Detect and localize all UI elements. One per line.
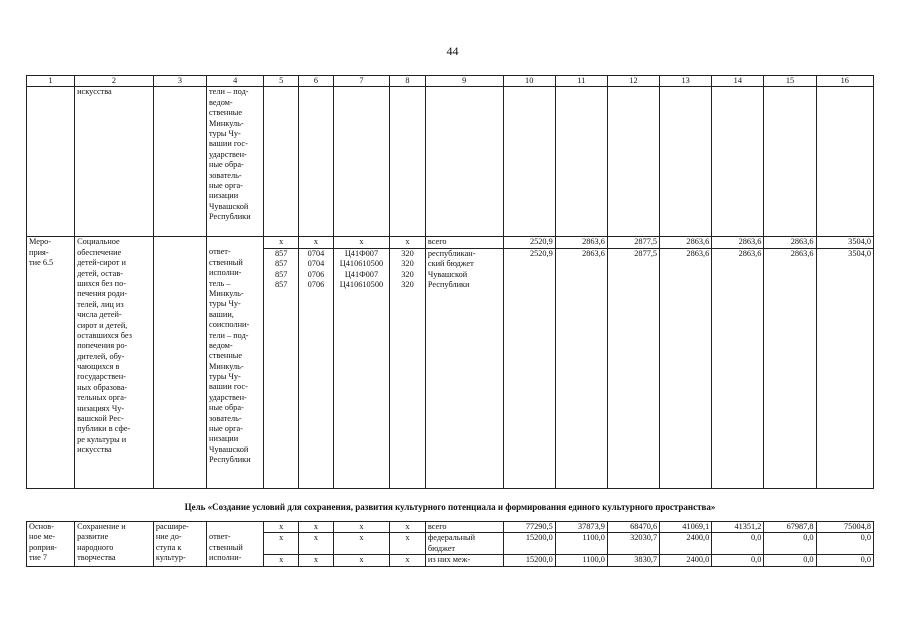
code-cell: х — [299, 533, 334, 555]
text-line: творчества — [77, 553, 116, 563]
value-cell: 2400,0 — [660, 533, 712, 555]
code-value: 0706 — [307, 279, 325, 289]
text-line: Сохранение и — [77, 522, 126, 531]
text-line: Республики — [209, 455, 251, 465]
text-line: тие 7 — [29, 553, 47, 563]
text-line — [209, 522, 261, 532]
code-col-7 — [333, 248, 389, 488]
text-line: печения роди- — [77, 289, 128, 299]
value-cell: 0,0 — [764, 555, 816, 566]
code-cell: х — [333, 533, 389, 555]
text-line: ные орга- — [209, 180, 243, 190]
value-cell: 2863,6 — [555, 248, 607, 488]
code-cell: х — [264, 522, 299, 533]
measure-name-cell — [75, 237, 154, 488]
text-line: зователь- — [209, 170, 242, 180]
cell-name-cont — [75, 87, 154, 237]
text-line: расшире- — [155, 522, 189, 531]
executor-cell — [207, 522, 264, 567]
text-line: тели – под- — [209, 330, 249, 340]
text-line: вашии, — [209, 309, 234, 319]
text-line: ственные — [209, 108, 243, 118]
code-value: Ц410610500 — [339, 259, 384, 269]
text-line: ударствен- — [209, 392, 247, 402]
text-line: тельных орга- — [77, 393, 127, 403]
text-line: тие 6.5 — [29, 258, 54, 268]
value-cell: 0,0 — [816, 533, 873, 555]
text-line: ственный — [209, 257, 243, 267]
header-cell: 16 — [816, 76, 873, 87]
text-line: прия- — [29, 247, 49, 257]
text-line: ведом- — [209, 97, 233, 107]
value-cell: 2877,5 — [607, 248, 659, 488]
code-cell: х — [390, 555, 426, 566]
code-cell: х — [264, 555, 299, 566]
text-line: низации — [209, 191, 239, 201]
value-cell: 3504,0 — [816, 248, 873, 488]
text-line: ные обра- — [209, 403, 244, 413]
text-line: Минкуль- — [209, 118, 244, 128]
header-cell: 4 — [207, 76, 264, 87]
text-line: детей, остав- — [77, 268, 124, 278]
text-line: туры Чу- — [209, 128, 241, 138]
header-cell: 12 — [607, 76, 659, 87]
code-value: Ц41Ф007 — [344, 269, 379, 279]
continuation-row — [27, 87, 874, 237]
value-cell: 1100,0 — [555, 555, 607, 566]
budget-table — [26, 75, 874, 489]
code-value: 0704 — [307, 259, 325, 269]
text-line: Минкуль- — [209, 288, 244, 298]
code-value: 857 — [274, 248, 288, 258]
code-cell: х — [390, 237, 426, 248]
text-line: чающихся в — [77, 362, 120, 372]
text-line: вашии гос- — [209, 382, 248, 392]
code-cell: х — [333, 237, 389, 248]
text-line: туры Чу- — [209, 299, 241, 309]
code-cell: х — [264, 237, 299, 248]
code-value: 857 — [274, 269, 288, 279]
cell — [27, 87, 75, 237]
value-cell: 41069,1 — [660, 522, 712, 533]
text-line: шихся без по- — [77, 278, 126, 288]
text-line: вашии гос- — [209, 139, 248, 149]
code-value: 320 — [401, 248, 414, 258]
header-cell: 9 — [425, 76, 503, 87]
code-cell: х — [264, 533, 299, 555]
header-row — [27, 76, 874, 87]
code-cell: х — [390, 533, 426, 555]
value-cell: 75004,8 — [816, 522, 873, 533]
value-cell: 15200,0 — [503, 555, 555, 566]
code-cell: х — [390, 522, 426, 533]
value-cell: 0,0 — [712, 555, 764, 566]
text-line: сирот и детей, — [77, 320, 128, 330]
measure-6-5-row — [27, 237, 874, 248]
measure-id-cell — [27, 522, 75, 567]
value-cell: 2877,5 — [607, 237, 659, 248]
code-col-5 — [264, 248, 299, 488]
text-line: попечения ро- — [77, 341, 128, 351]
text-line: тель – — [209, 278, 231, 288]
text-line: обеспечение — [77, 247, 122, 257]
measure-id-cell — [27, 237, 75, 488]
text-line: Основ- — [29, 522, 54, 531]
code-value: 320 — [401, 279, 414, 289]
text-line: народного — [77, 542, 114, 552]
text-line: Минкуль- — [209, 361, 244, 371]
header-cell: 10 — [503, 76, 555, 87]
value-cell: 0,0 — [816, 555, 873, 566]
text-line: искусства — [77, 87, 112, 97]
value-cell: 37873,9 — [555, 522, 607, 533]
measure-7-row — [27, 522, 874, 533]
value-cell: 2863,6 — [712, 237, 764, 248]
code-col-6 — [299, 248, 334, 488]
value-cell: 68470,6 — [607, 522, 659, 533]
code-value: Ц410610500 — [339, 279, 384, 289]
cell — [153, 87, 206, 237]
code-col-8 — [390, 248, 426, 488]
text-line: развитие — [77, 532, 109, 542]
text-line: Чувашской — [209, 201, 249, 211]
header-cell: 7 — [333, 76, 389, 87]
value-cell: 77290,5 — [503, 522, 555, 533]
code-value: 0704 — [307, 248, 325, 258]
text-line: культур- — [155, 553, 186, 563]
executor-cell — [207, 237, 264, 488]
text-line: государствен- — [77, 372, 126, 382]
text-line: Чувашской — [209, 444, 249, 454]
text-line: ственные — [209, 351, 243, 361]
source-cell: федеральный бюджет — [425, 533, 503, 555]
text-line: Меро- — [29, 237, 52, 247]
page-number: 44 — [446, 44, 459, 58]
code-value: 320 — [401, 259, 414, 269]
header-cell: 13 — [660, 76, 712, 87]
value-cell: 3830,7 — [607, 555, 659, 566]
value-cell: 67987,8 — [764, 522, 816, 533]
header-cell: 11 — [555, 76, 607, 87]
text-line: зователь- — [209, 413, 242, 423]
text-line: числа детей- — [77, 310, 122, 320]
measure-name-cell — [75, 522, 154, 567]
code-value: 320 — [401, 269, 414, 279]
source-cell: всего — [425, 237, 503, 248]
header-cell: 5 — [264, 76, 299, 87]
text-line: искусства — [77, 445, 112, 455]
text-line: ные обра- — [209, 160, 244, 170]
source-cell: всего — [425, 522, 503, 533]
code-value: 0706 — [307, 269, 325, 279]
cell — [153, 237, 206, 488]
text-line: оставшихся без — [77, 330, 132, 340]
value-cell: 41351,2 — [712, 522, 764, 533]
code-value: 857 — [274, 259, 288, 269]
text-line: телей, лиц из — [77, 299, 124, 309]
code-value: Ц41Ф007 — [344, 248, 379, 258]
text-line: ные орга- — [209, 424, 243, 434]
text-line: ответ- — [209, 532, 231, 542]
text-line: низации — [209, 434, 239, 444]
value-cell: 2863,6 — [555, 237, 607, 248]
code-cell: х — [299, 522, 334, 533]
goal-heading: Цель «Создание условий для сохранения, развития культурного потенциала и формирования единого культурного пространства» — [184, 502, 716, 512]
value-cell: 2520,9 — [503, 237, 555, 248]
text-line: исполни- — [209, 268, 242, 278]
value-cell: 2520,9 — [503, 248, 555, 488]
task-cell — [153, 522, 206, 567]
text-line: низациях Чу- — [77, 403, 125, 413]
text-line: ное ме- — [29, 532, 56, 542]
value-cell: 2863,6 — [660, 248, 712, 488]
value-cell: 0,0 — [712, 533, 764, 555]
header-cell: 6 — [299, 76, 334, 87]
text-line: Республики — [209, 212, 251, 222]
text-line: ударствен- — [209, 149, 247, 159]
code-cell: х — [299, 555, 334, 566]
text-line: детей-сирот и — [77, 258, 126, 268]
header-cell: 15 — [764, 76, 816, 87]
value-cell: 32030,7 — [607, 533, 659, 555]
text-line: роприя- — [29, 542, 57, 552]
value-cell: 1100,0 — [555, 533, 607, 555]
text-line: ственный — [209, 542, 243, 552]
text-line: соисполни- — [209, 320, 250, 330]
code-value: 857 — [274, 279, 288, 289]
code-cell: х — [299, 237, 334, 248]
value-cell: 0,0 — [764, 533, 816, 555]
value-cell: 2863,6 — [660, 237, 712, 248]
text-line: туры Чу- — [209, 372, 241, 382]
text-line: ответ- — [209, 247, 231, 257]
text-line: ных образова- — [77, 382, 128, 392]
cell-executor-cont — [207, 87, 264, 237]
code-cell: х — [333, 522, 389, 533]
value-cell: 2400,0 — [660, 555, 712, 566]
text-line: ние до- — [155, 532, 182, 542]
budget-table-continued — [26, 521, 874, 567]
value-cell: 15200,0 — [503, 533, 555, 555]
value-cell: 2863,6 — [764, 237, 816, 248]
text-line: вашской Рес- — [77, 414, 124, 424]
source-cell: республикан- ский бюджет Чувашской Республики — [425, 248, 503, 488]
text-line: Социальное — [77, 237, 120, 247]
value-cell: 2863,6 — [712, 248, 764, 488]
code-cell: х — [333, 555, 389, 566]
header-cell: 2 — [75, 76, 154, 87]
text-line: ведом- — [209, 340, 233, 350]
text-line: дителей, обу- — [77, 351, 125, 361]
header-cell: 8 — [390, 76, 426, 87]
source-cell: из них меж- — [425, 555, 503, 566]
text-line: исполни- — [209, 553, 242, 563]
text-line: ступа к — [155, 542, 182, 552]
text-line: ре культуры и — [77, 434, 127, 444]
header-cell: 3 — [153, 76, 206, 87]
value-cell: 3504,0 — [816, 237, 873, 248]
value-cell: 2863,6 — [764, 248, 816, 488]
header-cell: 1 — [27, 76, 75, 87]
header-cell: 14 — [712, 76, 764, 87]
text-line: публики в сфе- — [77, 424, 131, 434]
text-line: тели – под- — [209, 87, 249, 97]
